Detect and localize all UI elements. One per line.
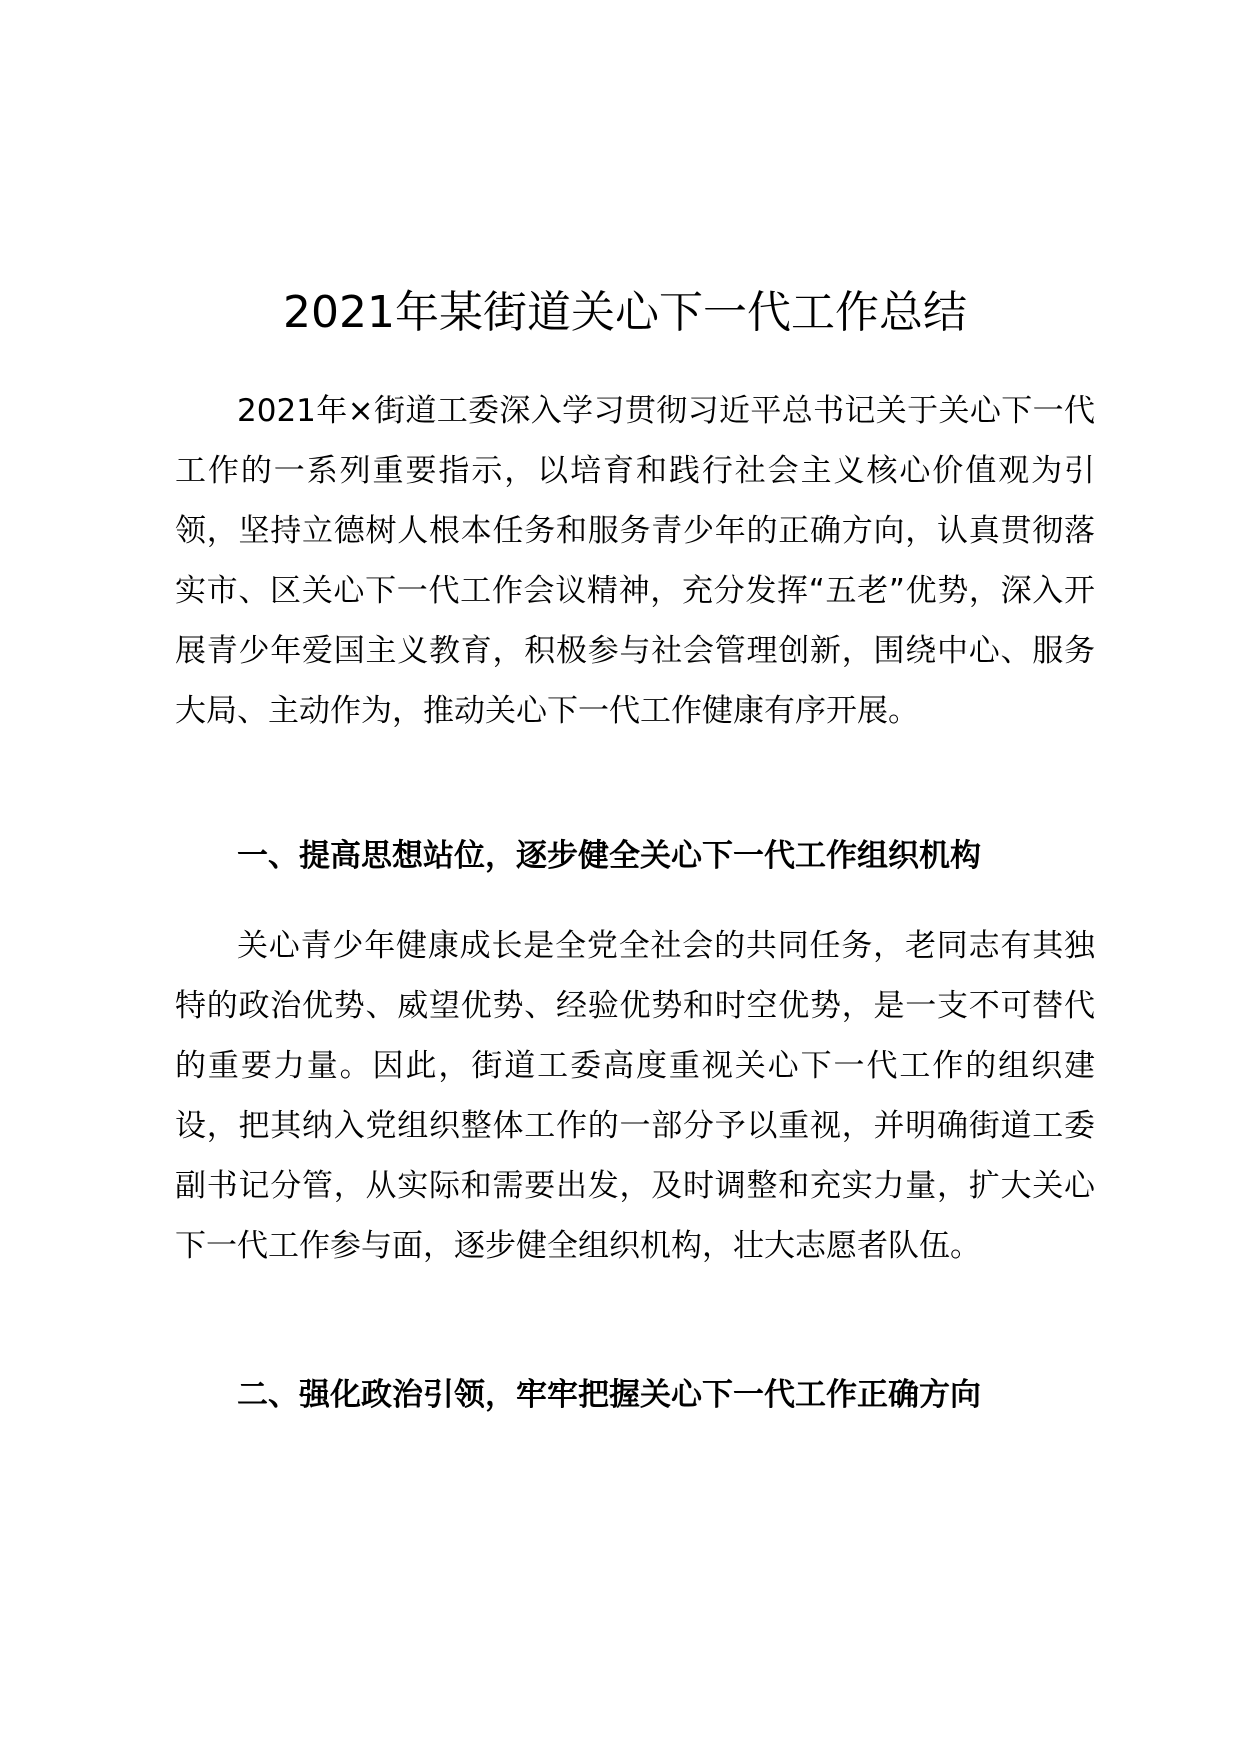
document-title: 2021年某街道关心下一代工作总结 (283, 287, 967, 338)
section-1-paragraph: 关心青少年健康成长是全党全社会的共同任务，老同志有其独特的政治优势、威望优势、经验优势和时空优势，是一支不可替代的重要力量。因此，街道工委高度重视关心下一代工作的组织建设，把其纳入党组织整体工作的一部分予以重视，并明确街道工委副书记分管，从实际和需要出发，及时调整和充实力量，扩大关心下一代工作参与面，逐步健全组织机构，壮大志愿者队伍。 (175, 928, 1095, 1264)
intro-paragraph: 2021年×街道工委深入学习贯彻习近平总书记关于关心下一代工作的一系列重要指示，以培育和践行社会主义核心价值观为引领，坚持立德树人根本任务和服务青少年的正确方向，认真贯彻落实市、区关心下一代工作会议精神，充分发挥“五老”优势，深入开展青少年爱国主义教育，积极参与社会管理创新，围绕中心、服务大局、主动作为，推动关心下一代工作健康有序开展。 (175, 393, 1095, 729)
section-heading-1: 一、提高思想站位，逐步健全关心下一代工作组织机构 (237, 838, 981, 874)
section-heading-2: 二、强化政治引领，牢牢把握关心下一代工作正确方向 (237, 1377, 981, 1413)
